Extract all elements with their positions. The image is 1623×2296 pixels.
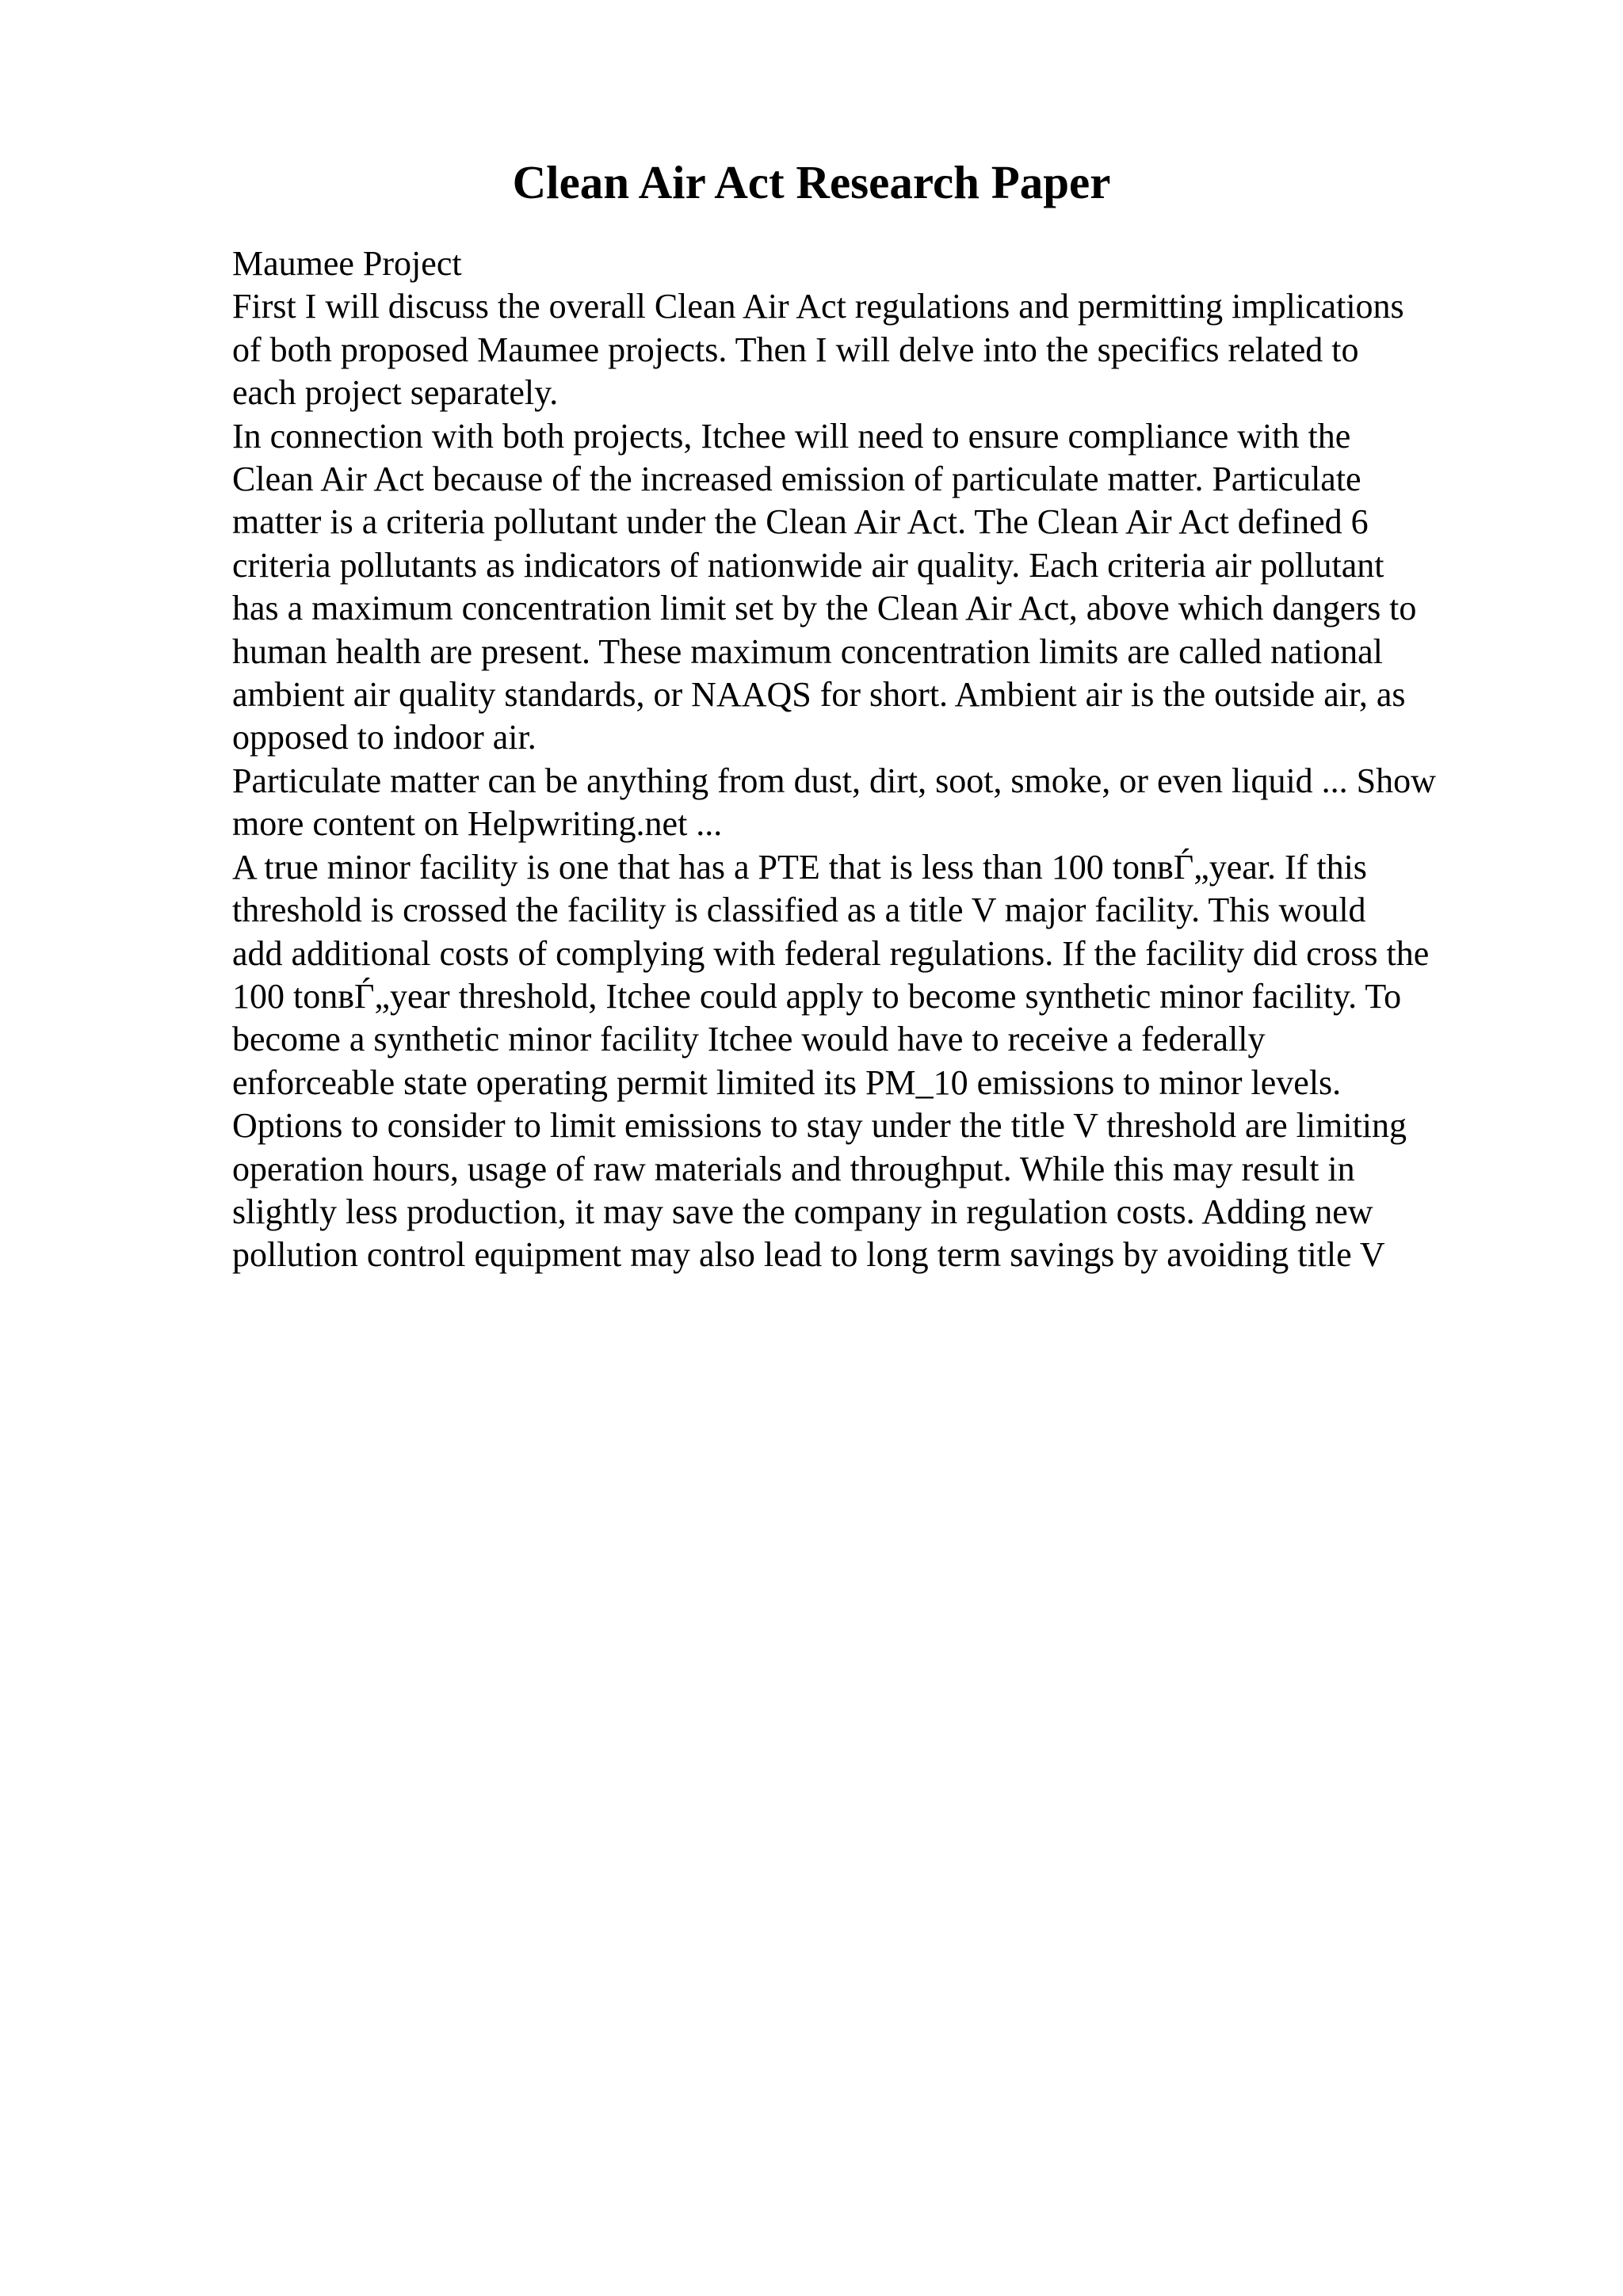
text-line: enforceable state operating permit limited its PM_10 emissions to minor levels. (232, 1062, 1342, 1102)
text-line: First I will discuss the overall Clean Air Act regulations and permitting implications (232, 287, 1404, 326)
text-line: each project separately. (232, 373, 559, 413)
text-line: more content on Helpwriting.net ... (232, 804, 723, 844)
text-line: become a synthetic minor facility Itchee would have to receive a federally (232, 1020, 1266, 1059)
text-line: Clean Air Act because of the increased emission of particulate matter. Particulate (232, 460, 1361, 499)
page-title: Clean Air Act Research Paper (512, 156, 1111, 208)
text-line: human health are present. These maximum concentration limits are called national (232, 631, 1383, 671)
text-line: Maumee Project (232, 244, 462, 283)
text-line: pollution control equipment may also lead to long term savings by avoiding title V (232, 1235, 1385, 1275)
text-line: criteria pollutants as indicators of nationwide air quality. Each criteria air pollutant (232, 545, 1384, 585)
text-line: add additional costs of complying with federal regulations. If the facility did cross the (232, 933, 1430, 973)
text-line: matter is a criteria pollutant under the Clean Air Act. The Clean Air Act defined 6 (232, 502, 1369, 542)
text-line: 100 tonвЃ„year threshold, Itchee could apply to become synthetic minor facility. To (232, 976, 1402, 1016)
document-body (232, 242, 1548, 1277)
text-line: threshold is crossed the facility is classified as a title V major facility. This would (232, 891, 1366, 930)
text-line: slightly less production, it may save the company in regulation costs. Adding new (232, 1192, 1373, 1231)
text-line: of both proposed Maumee projects. Then I will delve into the specifics related to (232, 330, 1359, 369)
text-line: Particulate matter can be anything from dust, dirt, soot, smoke, or even liquid ... Show (232, 761, 1436, 800)
text-line: Options to consider to limit emissions to stay under the title V threshold are limiting (232, 1106, 1407, 1146)
text-line: opposed to indoor air. (232, 718, 537, 757)
text-line: In connection with both projects, Itchee will need to ensure compliance with the (232, 416, 1351, 456)
text-line: has a maximum concentration limit set by the Clean Air Act, above which dangers to (232, 589, 1417, 628)
text-line: ambient air quality standards, or NAAQS for short. Ambient air is the outside air, as (232, 675, 1406, 715)
text-line: operation hours, usage of raw materials and throughput. While this may result in (232, 1149, 1355, 1188)
text-line: A true minor facility is one that has a PTE that is less than 100 tonвЃ„year. If this (232, 847, 1367, 887)
